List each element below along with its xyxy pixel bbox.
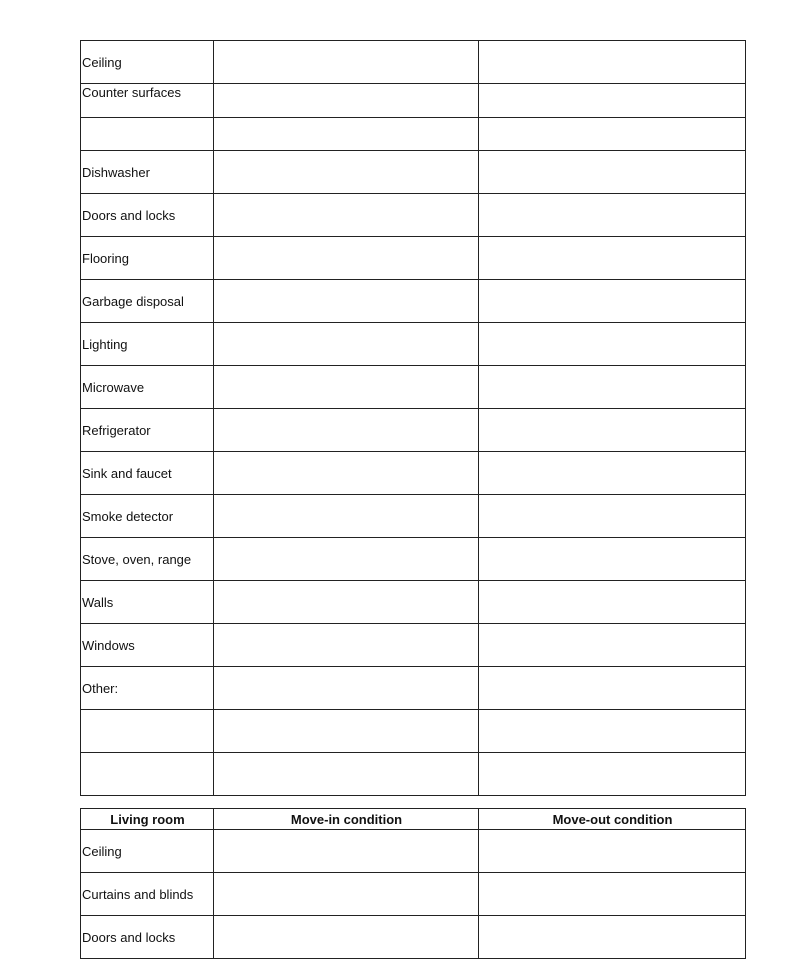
- row-label: Curtains and blinds: [81, 873, 214, 916]
- table-row: [81, 710, 746, 753]
- move-out-cell[interactable]: [479, 710, 746, 753]
- row-label: Ceiling: [81, 41, 214, 84]
- move-in-cell[interactable]: [214, 624, 479, 667]
- move-in-column-header: Move-in condition: [214, 809, 479, 830]
- move-out-cell[interactable]: [479, 194, 746, 237]
- row-label: Refrigerator: [81, 409, 214, 452]
- move-out-cell[interactable]: [479, 323, 746, 366]
- row-label: Garbage disposal: [81, 280, 214, 323]
- table-row: [81, 41, 746, 84]
- table-row: [81, 452, 746, 495]
- move-out-cell[interactable]: [479, 624, 746, 667]
- move-out-cell[interactable]: [479, 830, 746, 873]
- row-label: Ceiling: [81, 830, 214, 873]
- table-row: [81, 538, 746, 581]
- move-in-cell[interactable]: [214, 118, 479, 151]
- row-label: Sink and faucet: [81, 452, 214, 495]
- room-column-header: Living room: [81, 809, 214, 830]
- move-out-cell[interactable]: [479, 452, 746, 495]
- row-label: Doors and locks: [81, 194, 214, 237]
- move-out-cell[interactable]: [479, 495, 746, 538]
- table-row: [81, 280, 746, 323]
- row-label: Flooring: [81, 237, 214, 280]
- move-in-cell[interactable]: [214, 581, 479, 624]
- table-row: [81, 366, 746, 409]
- table-row: [81, 84, 746, 118]
- move-out-cell[interactable]: [479, 118, 746, 151]
- move-in-cell[interactable]: [214, 667, 479, 710]
- move-in-cell[interactable]: [214, 41, 479, 84]
- move-in-cell[interactable]: [214, 538, 479, 581]
- table-row: [81, 916, 746, 959]
- table-row: [81, 323, 746, 366]
- table-header-row: [81, 809, 746, 830]
- move-out-cell[interactable]: [479, 873, 746, 916]
- table-row: [81, 151, 746, 194]
- living-room-checklist-table: [80, 808, 746, 959]
- row-label: Stove, oven, range: [81, 538, 214, 581]
- move-in-cell[interactable]: [214, 84, 479, 118]
- move-in-cell[interactable]: [214, 280, 479, 323]
- table-row: [81, 495, 746, 538]
- row-label: Walls: [81, 581, 214, 624]
- move-out-cell[interactable]: [479, 916, 746, 959]
- move-in-cell[interactable]: [214, 151, 479, 194]
- table-row: [81, 753, 746, 796]
- move-out-cell[interactable]: [479, 41, 746, 84]
- row-label: Doors and locks: [81, 916, 214, 959]
- move-out-cell[interactable]: [479, 237, 746, 280]
- move-in-cell[interactable]: [214, 495, 479, 538]
- row-label: Microwave: [81, 366, 214, 409]
- move-in-cell[interactable]: [214, 916, 479, 959]
- move-in-cell[interactable]: [214, 409, 479, 452]
- table-row: [81, 237, 746, 280]
- move-out-cell[interactable]: [479, 151, 746, 194]
- row-label: Smoke detector: [81, 495, 214, 538]
- table-row: [81, 667, 746, 710]
- move-out-column-header: Move-out condition: [479, 809, 746, 830]
- move-out-cell[interactable]: [479, 280, 746, 323]
- row-label[interactable]: [81, 753, 214, 796]
- row-label[interactable]: [81, 710, 214, 753]
- move-in-cell[interactable]: [214, 830, 479, 873]
- kitchen-checklist-table: [80, 40, 746, 796]
- table-row: [81, 581, 746, 624]
- move-in-cell[interactable]: [214, 452, 479, 495]
- move-in-cell[interactable]: [214, 710, 479, 753]
- table-row: [81, 873, 746, 916]
- row-label: Other:: [81, 667, 214, 710]
- row-label: [81, 118, 214, 151]
- table-row: [81, 194, 746, 237]
- move-in-cell[interactable]: [214, 753, 479, 796]
- table-row: [81, 118, 746, 151]
- move-in-cell[interactable]: [214, 194, 479, 237]
- move-in-cell[interactable]: [214, 237, 479, 280]
- move-out-cell[interactable]: [479, 538, 746, 581]
- move-in-cell[interactable]: [214, 366, 479, 409]
- row-label: Windows: [81, 624, 214, 667]
- table-row: [81, 830, 746, 873]
- move-in-cell[interactable]: [214, 873, 479, 916]
- move-out-cell[interactable]: [479, 84, 746, 118]
- move-out-cell[interactable]: [479, 667, 746, 710]
- row-label: Counter surfaces: [81, 84, 214, 118]
- row-label: Dishwasher: [81, 151, 214, 194]
- move-out-cell[interactable]: [479, 366, 746, 409]
- table-row: [81, 409, 746, 452]
- move-out-cell[interactable]: [479, 409, 746, 452]
- table-row: [81, 624, 746, 667]
- move-out-cell[interactable]: [479, 581, 746, 624]
- move-out-cell[interactable]: [479, 753, 746, 796]
- move-in-cell[interactable]: [214, 323, 479, 366]
- row-label: Lighting: [81, 323, 214, 366]
